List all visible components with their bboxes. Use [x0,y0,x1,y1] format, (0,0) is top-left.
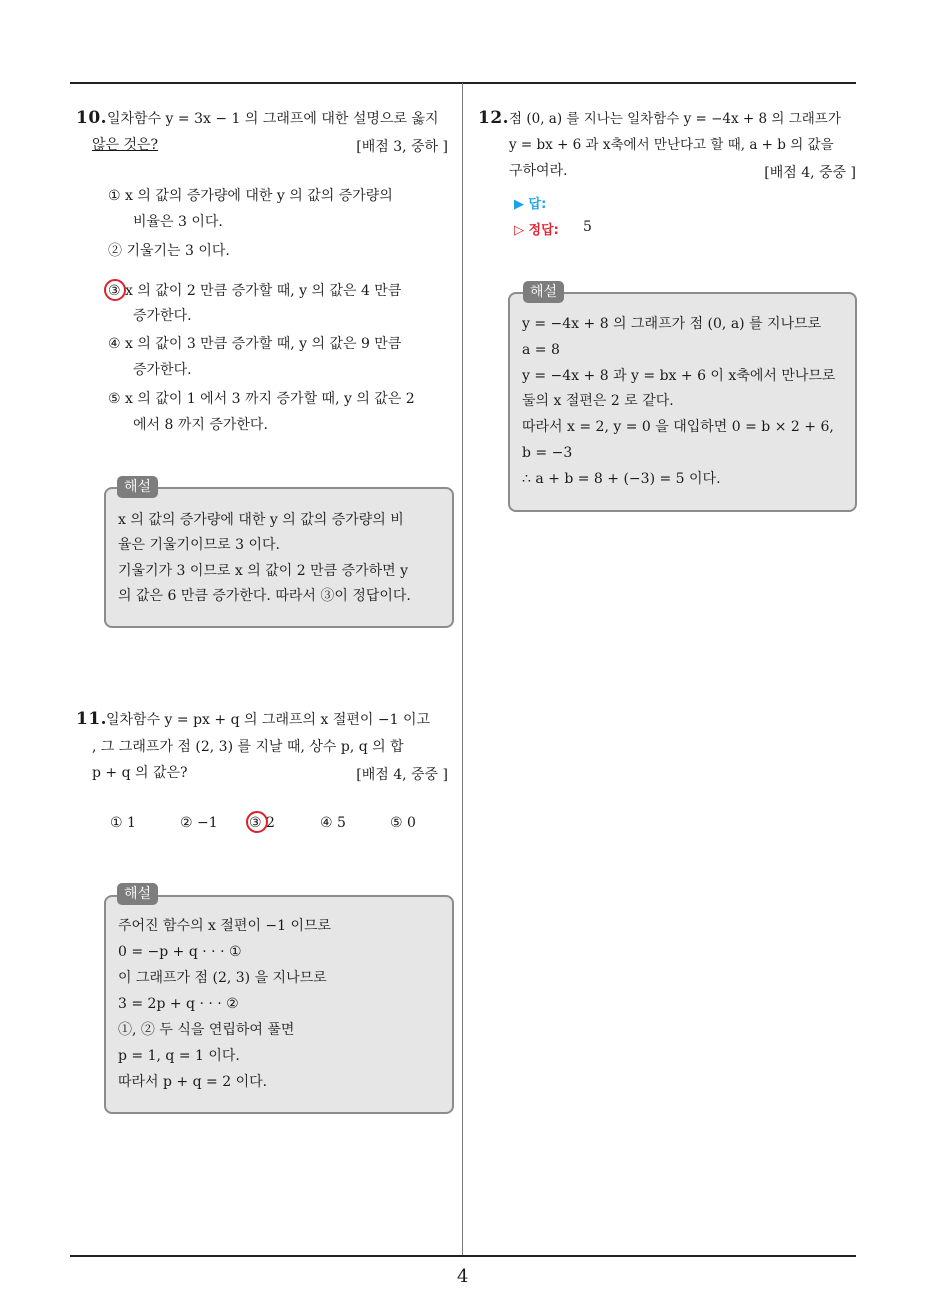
points-label: [배점 4, 중중 ] [356,767,448,783]
option-5-cont: 에서 8 까지 증가한다. [133,417,268,433]
explanation-tab: 해설 [117,476,158,498]
points-label: [배점 3, 중하 ] [356,139,448,155]
question-text-line1: 일차함수 y = px + q 의 그래프의 x 절편이 −1 이고 [106,712,431,728]
explanation-tab: 해설 [117,883,158,905]
explanation-line: ∴ a + b = 8 + (−3) = 5 이다. [522,471,721,487]
correct-answer-label: ▷ 정답: [514,223,559,238]
explanation-line: y = −4x + 8 의 그래프가 점 (0, a) 를 지나므로 [522,316,822,332]
top-rule [70,82,856,84]
explanation-line: 주어진 함수의 x 절편이 −1 이므로 [118,918,332,934]
option-1-cont: 비율은 3 이다. [133,214,223,230]
question-number: 12. [478,108,510,128]
bottom-rule [70,1255,856,1257]
question-text-line3: p + q 의 값은? [92,765,188,781]
explanation-line: 3 = 2p + q · · · ② [118,996,239,1012]
question-text-line3: 구하여라. [509,163,568,179]
explanation-line: 기울기가 3 이므로 x 의 값이 2 만큼 증가하면 y [118,563,409,579]
explanation-line: p = 1, q = 1 이다. [118,1048,240,1064]
question-text-line1: 일차함수 y = 3x − 1 의 그래프에 대한 설명으로 옳지 [107,111,439,127]
answer-label[interactable]: ▶ 답: [514,197,547,212]
option-2[interactable]: ② 기울기는 3 이다. [108,243,230,259]
option-5[interactable]: ⑤ x 의 값이 1 에서 3 까지 증가할 때, y 의 값은 2 [108,391,415,407]
page-number: 4 [457,1266,469,1287]
explanation-line: 이 그래프가 점 (2, 3) 을 지나므로 [118,970,327,986]
explanation-line: 둘의 x 절편은 2 로 같다. [522,393,674,409]
option-5[interactable]: ⑤ 0 [390,815,416,831]
option-1[interactable]: ① 1 [110,815,136,831]
explanation-line: y = −4x + 8 과 y = bx + 6 이 x축에서 만나므로 [522,368,836,384]
question-text-line1: 점 (0, a) 를 지나는 일차함수 y = −4x + 8 의 그래프가 [509,111,841,127]
explanation-line: x 의 값의 증가량에 대한 y 의 값의 증가량의 비 [118,512,404,528]
option-4-cont: 증가한다. [133,362,192,378]
explanation-line: 의 값은 6 만큼 증가한다. 따라서 ③이 정답이다. [118,588,411,604]
question-text-line2: , 그 그래프가 점 (2, 3) 를 지날 때, 상수 p, q 의 합 [92,739,404,755]
explanation-line: 0 = −p + q · · · ① [118,944,242,960]
explanation-tab: 해설 [523,281,564,303]
question-text-line2: y = bx + 6 과 x축에서 만난다고 할 때, a + b 의 값을 [509,137,834,153]
option-1[interactable]: ① x 의 값의 증가량에 대한 y 의 값의 증가량의 [108,188,393,204]
explanation-line: a = 8 [522,342,560,358]
option-4[interactable]: ④ x 의 값이 3 만큼 증가할 때, y 의 값은 9 만큼 [108,336,402,352]
explanation-line: ①, ② 두 식을 연립하여 풀면 [118,1022,295,1038]
question-text-line2: 않은 것은? [92,137,159,153]
points-label: [배점 4, 중중 ] [764,165,856,181]
selected-answer-mark [104,279,126,301]
explanation-line: 율은 기울기이므로 3 이다. [118,537,280,553]
option-3[interactable]: ③ x 의 값이 2 만큼 증가할 때, y 의 값은 4 만큼 [108,283,402,299]
option-4[interactable]: ④ 5 [320,815,346,831]
option-3-cont: 증가한다. [133,308,192,324]
explanation-line: 따라서 p + q = 2 이다. [118,1074,268,1090]
explanation-line: 따라서 x = 2, y = 0 을 대입하면 0 = b × 2 + 6, [522,419,834,435]
correct-answer-value: 5 [583,219,592,235]
selected-answer-mark [246,811,268,833]
explanation-box [104,487,454,628]
column-divider [462,83,463,1255]
option-3[interactable]: ③ 2 [249,815,275,831]
explanation-line: b = −3 [522,445,573,461]
option-2[interactable]: ② −1 [180,815,218,831]
question-number: 11. [76,709,108,729]
question-number: 10. [76,108,108,128]
